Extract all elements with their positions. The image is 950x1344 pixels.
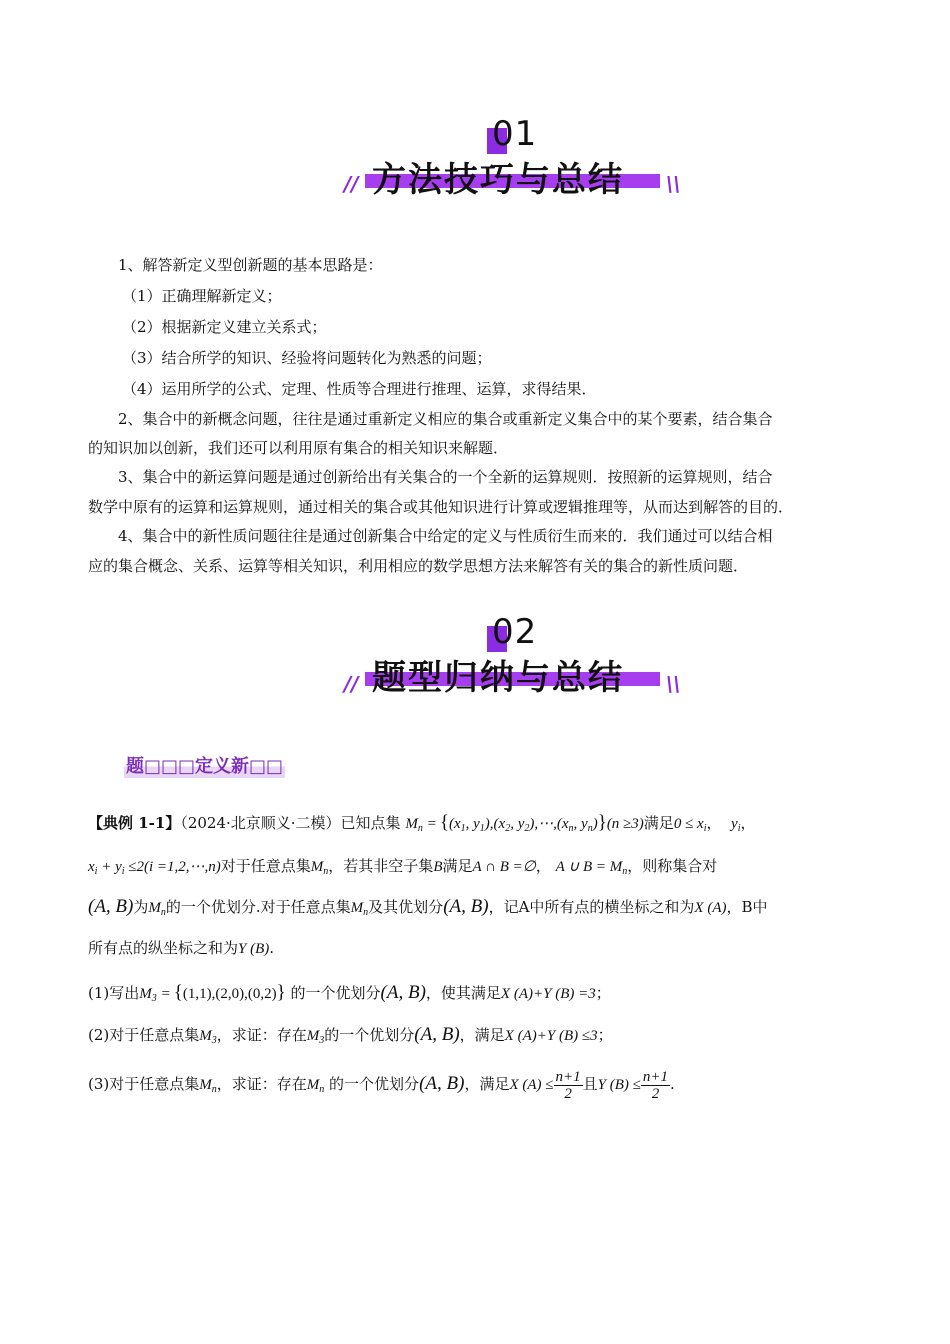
example-line-2: $x_i + y_i \le 2(i$ =1,2,⋯,n)对于任意点集$M_n$，若其非空子集B满足A ∩ B =∅， A ∪ $B = M_n$，则称集合对 — [88, 857, 718, 877]
fraction: $\frac{n+1}{2}$ — [642, 1068, 669, 1102]
example-text: 及其优划分 — [368, 898, 444, 916]
question-text: ，使其满足 — [425, 984, 501, 1002]
question-text: 且 — [582, 1075, 598, 1093]
section-header-1 — [0, 112, 950, 202]
method-line: 数学中原有的运算和运算规则，通过相关的集合或其他知识进行计算或逻辑推理等，从而达到解答的目的． — [88, 498, 794, 516]
example-line-1: 【典例 1-1】（2024·北京顺义·二模）已知点集 $M_n = \{(x_1$, $y_1),(x_2$, $y_2),\cdots,(x_n$, $y_n)\}(n \ge 3)$满足$0 \le x_i$， $y_i$， — [88, 812, 756, 834]
example-text: ，则称集合对 — [627, 857, 718, 875]
question-1: (1)写出$M_3 = \{(1,1),(2,0),(0,2)\}$ 的一个优划分(A, B)，使其满足X (A)+Y (B) =3； — [88, 982, 611, 1004]
method-line: （3）结合所学的知识、经验将问题转化为熟悉的问题； — [122, 349, 492, 367]
left-slash-mark: // — [344, 172, 359, 196]
example-text: 所有点的纵坐标之和为 — [88, 939, 239, 957]
example-text: 对于任意点集 — [220, 857, 311, 875]
section-number: 01 — [492, 114, 538, 154]
question-2: (2)对于任意点集$M_3$，求证：存在$M_3$的一个优划分(A, B)，满足X (A)+Y (B) ≤3； — [88, 1024, 613, 1046]
method-line: 的知识加以创新，我们还可以利用原有集合的相关知识来解题． — [88, 439, 509, 457]
example-source: （2024·北京顺义·二模）已知点集 — [180, 814, 401, 832]
question-text: ，求证：存在 — [216, 1075, 307, 1093]
question-text: ，满足 — [459, 1026, 505, 1044]
method-line: 1、解答新定义型创新题的基本思路是： — [118, 256, 383, 274]
example-text: ，B中 — [726, 898, 768, 916]
question-3: (3)对于任意点集$M_n$，求证：存在$M_n$ 的一个优划分(A, B)，满足X (A) ≤ $\frac{n+1}{2}$ 且Y (B) ≤ $\frac{n+1}{2}$ . — [88, 1068, 675, 1102]
question-text: (1)写出 — [88, 984, 140, 1002]
question-text: ，满足 — [464, 1075, 510, 1093]
fraction: $\frac{n+1}{2}$ — [555, 1068, 581, 1102]
right-slash-mark: \\ — [666, 672, 681, 696]
method-line: 4、集合中的新性质问题往往是通过创新集合中给定的定义与性质衍生而来的．我们通过可以结合相 — [118, 527, 773, 545]
example-tag: 【典例 1-1】 — [88, 814, 181, 832]
example-text: ，若其非空子集 — [328, 857, 434, 875]
method-line: （2）根据新定义建立关系式； — [122, 318, 327, 336]
example-text: 为 — [133, 898, 149, 916]
question-text: 的一个优划分 — [290, 984, 381, 1002]
question-text: ，求证：存在 — [216, 1026, 307, 1044]
right-slash-mark: \\ — [666, 172, 681, 196]
method-line: 应的集合概念、关系、运算等相关知识，利用相应的数学思想方法来解答有关的集合的新性质问题． — [88, 557, 749, 575]
section-title: 题型归纳与总结 — [372, 658, 624, 698]
topic-heading: 题□□□定义新□□ — [124, 752, 285, 778]
section-header-2 — [0, 610, 950, 700]
method-line: 2、集合中的新概念问题，往往是通过重新定义相应的集合或重新定义集合中的某个要素，结合集合 — [118, 410, 773, 428]
method-line: 3、集合中的新运算问题是通过创新给出有关集合的一个全新的运算规则．按照新的运算规则，结合 — [118, 468, 773, 486]
left-slash-mark: // — [344, 672, 359, 696]
question-text: (2)对于任意点集 — [88, 1026, 200, 1044]
example-line-4: 所有点的纵坐标之和为Y (B). — [88, 939, 275, 957]
section-number: 02 — [492, 612, 538, 652]
example-text: 满足 — [643, 814, 674, 832]
question-text: (3)对于任意点集 — [88, 1075, 200, 1093]
example-text: ，记A中所有点的横坐标之和为 — [488, 898, 695, 916]
section-title: 方法技巧与总结 — [372, 160, 624, 200]
question-text: 的一个优划分 — [324, 1026, 415, 1044]
example-text: 满足 — [442, 857, 473, 875]
method-line: （4）运用所学的公式、定理、性质等合理进行推理、运算，求得结果． — [122, 380, 597, 398]
question-text: 的一个优划分 — [329, 1075, 420, 1093]
example-line-3: (A, B)为$M_n$的一个优划分.对于任意点集$M_n$及其优划分(A, B)，记A中所有点的横坐标之和为X (A)，B中 — [88, 896, 768, 918]
example-text: 的一个优划分.对于任意点集 — [165, 898, 351, 916]
method-line: （1）正确理解新定义； — [122, 287, 282, 305]
